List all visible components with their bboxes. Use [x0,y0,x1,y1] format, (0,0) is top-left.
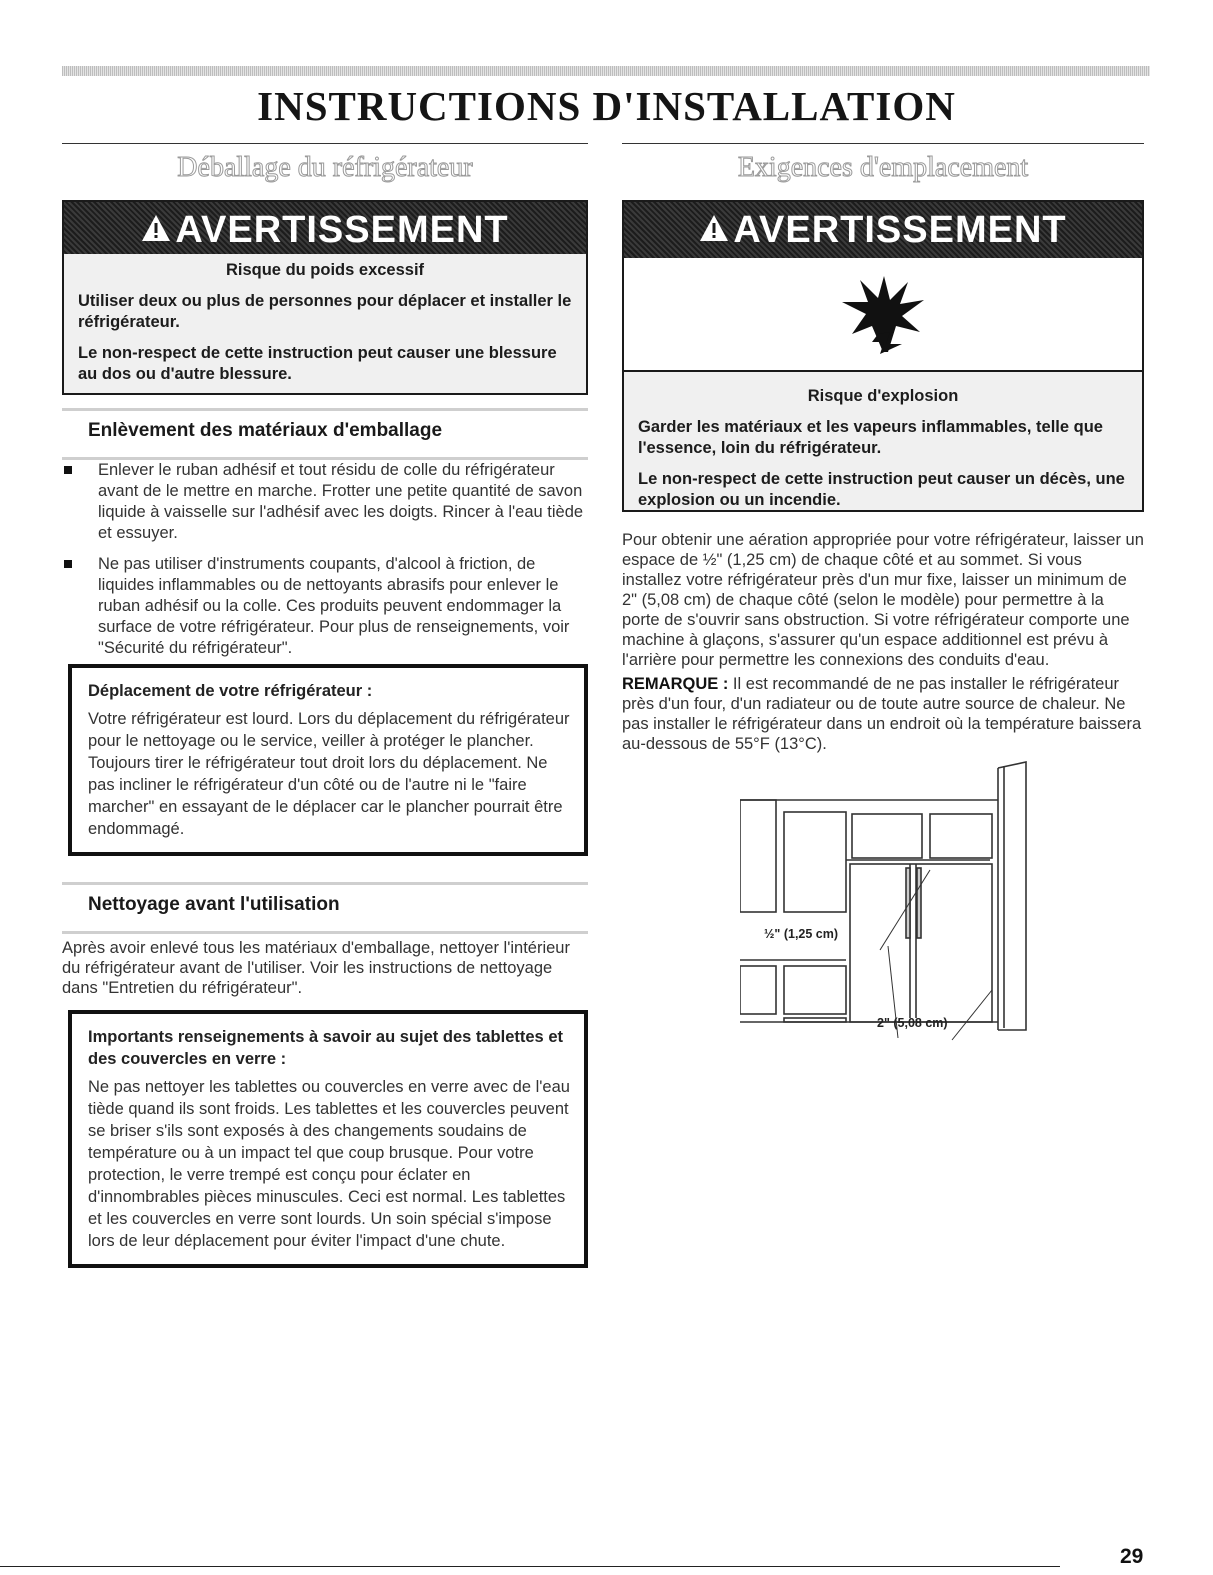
ventilation-text: Pour obtenir une aération appropriée pour votre réfrigérateur, laisser un espace de ½" (1,25 cm) de chaque côté et au sommet. Si vous installez votre réfrigérateur près d'un mur fixe, laisser un minimum de 2" (5,08 cm) de chaque côté (selon le modèle) pour permettre à la porte de s'ouvrir sans obstruction. Si votre réfrigérateur comporte une machine à glaçons, s'assurer qu'un espace additionnel est prévu à l'arrière pour permettre les connexions des conduits d'eau. [622,531,1144,669]
clearance-illustration [740,760,1040,1050]
page-number: 29 [1120,1545,1144,1568]
subheading-text: Enlèvement des matériaux d'emballage [88,420,443,441]
moving-info-box [68,664,588,856]
glass-info-text: Ne pas nettoyer les tablettes ou couvercles en verre avec de l'eau tiède quand ils sont froids. Les tablettes et les couvercles peuvent se briser s'ils sont exposés à des changements soudains de température ou à un impact tel que coup brusque. Pour votre protection, le verre trempé est conçu pour éclater en d'innombrables pièces minuscules. Ceci est normal. Les tablettes et les couvercles en verre sont lourds. Un soin spécial s'impose lors de leur déplacement pour éviter l'impact d'une chute. [88,1078,570,1250]
subheading-packaging-removal [62,408,588,460]
cleaning-paragraph: Après avoir enlevé tous les matériaux d'emballage, nettoyer l'intérieur du réfrigérateur avant de l'utiliser. Voir les instructions de nettoyage dans "Entretien du réfrigérateur". [62,939,570,997]
note-text: Il est recommandé de ne pas installer le réfrigérateur près d'un four, d'un radiateur ou de toute autre source de chaleur. Ne pas installer le réfrigérateur dans un endroit où la température baissera au-dessous de 55°F (13°C). [622,675,1142,753]
explosion-symbol-panel [624,258,1142,372]
warning-consequence: Le non-respect de cette instruction peut causer une blessure au dos ou d'autre blessure. [78,344,557,383]
warning-triangle-icon [699,209,729,252]
warning-label: AVERTISSEMENT [175,208,509,251]
note-label: REMARQUE : [622,675,729,693]
warning-triangle-icon [141,209,171,252]
page-title: INSTRUCTIONS D'INSTALLATION [257,83,956,129]
warning-explosion-box [622,200,1144,512]
section-title-unpacking: Déballage du réfrigérateur [177,152,473,183]
warning-instruction: Utiliser deux ou plus de personnes pour déplacer et installer le réfrigérateur. [78,292,572,331]
list-item: Enlever le ruban adhésif et tout résidu de colle du réfrigérateur avant de le mettre en marche. Frotter une petite quantité de savon liquide à vaisselle sur l'adhésif avec les doigts. Rincer à l'eau tiède et essuyer. [62,460,588,544]
bottom-rule [0,1566,1060,1567]
warning-risk-title: Risque d'explosion [807,387,959,405]
clearance-label-half-inch: ½" (1,25 cm) [764,927,839,941]
warning-weight-body [62,254,588,395]
warning-risk-title: Risque du poids excessif [225,261,425,279]
warning-instruction: Garder les matériaux et les vapeurs inflammables, telle que l'essence, loin du réfrigérateur. [638,418,1103,457]
explosion-icon [838,274,928,354]
warning-consequence: Le non-respect de cette instruction peut causer un décès, une explosion ou un incendie. [638,470,1125,509]
subheading-text: Nettoyage avant l'utilisation [88,894,340,915]
section-title-location: Exigences d'emplacement [737,152,1029,183]
glass-info-header: Importants renseignements à savoir au sujet des tablettes et des couvercles en verre : [88,1028,563,1068]
clearance-label-two-inch: 2" (5,08 cm) [877,1016,948,1030]
right-column-rule [622,143,1144,144]
left-column-rule [62,143,588,144]
warning-header [64,202,586,258]
list-item: Ne pas utiliser d'instruments coupants, d'alcool à friction, de liquides inflammables ou de nettoyants abrasifs pour enlever le ruban adhésif ou la colle. Ces produits peuvent endommager la surface de votre réfrigérateur. Pour plus de renseignements, voir "Sécurité du réfrigérateur". [62,554,588,659]
moving-info-header: Déplacement de votre réfrigérateur : [88,682,373,700]
location-paragraph [622,530,1144,758]
glass-shelves-info-box [68,1010,588,1268]
note-paragraph [622,674,1144,754]
moving-info-text: Votre réfrigérateur est lourd. Lors du déplacement du réfrigérateur pour le nettoyage ou le service, veiller à protéger le plancher. Toujours tirer le réfrigérateur tout droit lors du déplacement. Ne pas incliner le réfrigérateur d'un côté ou de l'autre ni le "faire marcher" en essayant de le déplacer car le plancher pourrait être endommagé. [88,710,570,838]
warning-label: AVERTISSEMENT [733,208,1067,251]
subheading-cleaning [62,882,588,934]
packaging-bullet-list [62,460,588,669]
warning-header [624,202,1142,258]
top-decorative-rule [62,66,1150,76]
